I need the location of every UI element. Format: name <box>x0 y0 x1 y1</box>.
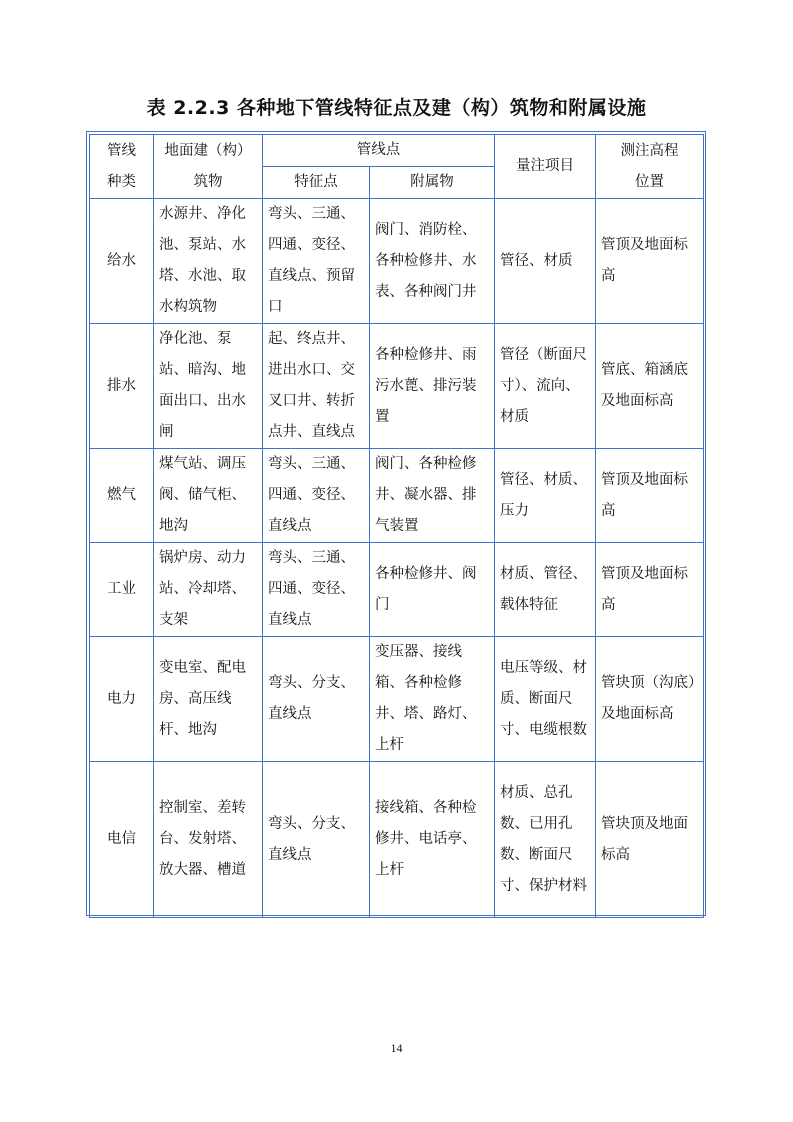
header-text: 位置 <box>635 173 664 190</box>
header-ground-structure <box>154 135 263 199</box>
cell-attachment: 阀门、消防栓、各种检修井、水表、各种阀门井 <box>370 199 495 324</box>
cell-feature: 弯头、三通、四通、变径、直线点 <box>263 449 370 543</box>
cell-measure: 管径（断面尺寸）、流向、材质 <box>495 324 596 449</box>
header-text: 筑物 <box>193 173 223 190</box>
cell-measure: 电压等级、材质、断面尺寸、电缆根数 <box>495 637 596 762</box>
cell-structure: 锅炉房、动力站、冷却塔、支架 <box>154 543 263 637</box>
cell-feature: 起、终点井、进出水口、交叉口井、转折点井、直线点 <box>263 324 370 449</box>
cell-type: 排水 <box>90 324 154 449</box>
cell-attachment: 阀门、各种检修井、凝水器、排气装置 <box>370 449 495 543</box>
header-feature-point: 特征点 <box>263 167 370 199</box>
cell-measure: 管径、材质 <box>495 199 596 324</box>
page-number: 14 <box>390 1041 403 1055</box>
cell-measure: 材质、管径、载体特征 <box>495 543 596 637</box>
cell-type: 电力 <box>90 637 154 762</box>
header-elevation-position <box>596 135 704 199</box>
header-pipeline-type <box>90 135 154 199</box>
cell-elevation: 管顶及地面标高 <box>596 449 704 543</box>
header-measure-items: 量注项目 <box>495 135 596 199</box>
cell-structure: 变电室、配电房、高压线杆、地沟 <box>154 637 263 762</box>
cell-structure: 控制室、差转台、发射塔、放大器、槽道 <box>154 762 263 918</box>
header-row-1 <box>90 135 704 167</box>
cell-type: 电信 <box>90 762 154 918</box>
cell-measure: 管径、材质、压力 <box>495 449 596 543</box>
cell-structure: 水源井、净化池、泵站、水塔、水池、取水构筑物 <box>154 199 263 324</box>
cell-attachment: 各种检修井、雨污水蓖、排污装置 <box>370 324 495 449</box>
table-row <box>90 762 704 918</box>
table-row <box>90 543 704 637</box>
table-row <box>90 449 704 543</box>
header-text: 地面建（构） <box>164 142 252 159</box>
header-text: 种类 <box>107 173 136 190</box>
cell-elevation: 管顶及地面标高 <box>596 543 704 637</box>
cell-feature: 弯头、分支、直线点 <box>263 637 370 762</box>
table-row <box>90 637 704 762</box>
header-attachment: 附属物 <box>370 167 495 199</box>
cell-elevation: 管块顶（沟底）及地面标高 <box>596 637 704 762</box>
cell-feature: 弯头、三通、四通、变径、直线点 <box>263 543 370 637</box>
header-pipeline-point: 管线点 <box>263 135 495 167</box>
table-row <box>90 324 704 449</box>
pipeline-features-table <box>89 134 704 918</box>
cell-type: 工业 <box>90 543 154 637</box>
cell-elevation: 管块顶及地面标高 <box>596 762 704 918</box>
table-title: 表 2.2.3 各种地下管线特征点及建（构）筑物和附属设施 <box>146 97 647 119</box>
table-row <box>90 199 704 324</box>
cell-type: 给水 <box>90 199 154 324</box>
cell-feature: 弯头、分支、直线点 <box>263 762 370 918</box>
cell-feature: 弯头、三通、四通、变径、直线点、预留口 <box>263 199 370 324</box>
cell-structure: 煤气站、调压阀、储气柜、地沟 <box>154 449 263 543</box>
cell-elevation: 管底、箱涵底及地面标高 <box>596 324 704 449</box>
cell-structure: 净化池、泵站、暗沟、地面出口、出水闸 <box>154 324 263 449</box>
cell-attachment: 变压器、接线箱、各种检修井、塔、路灯、上杆 <box>370 637 495 762</box>
cell-attachment: 接线箱、各种检修井、电话亭、上杆 <box>370 762 495 918</box>
header-text: 管线 <box>107 142 136 159</box>
pipeline-table-frame <box>86 131 706 916</box>
cell-type: 燃气 <box>90 449 154 543</box>
cell-measure: 材质、总孔数、已用孔数、断面尺寸、保护材料 <box>495 762 596 918</box>
cell-elevation: 管顶及地面标高 <box>596 199 704 324</box>
cell-attachment: 各种检修井、阀门 <box>370 543 495 637</box>
header-text: 测注高程 <box>620 142 679 159</box>
